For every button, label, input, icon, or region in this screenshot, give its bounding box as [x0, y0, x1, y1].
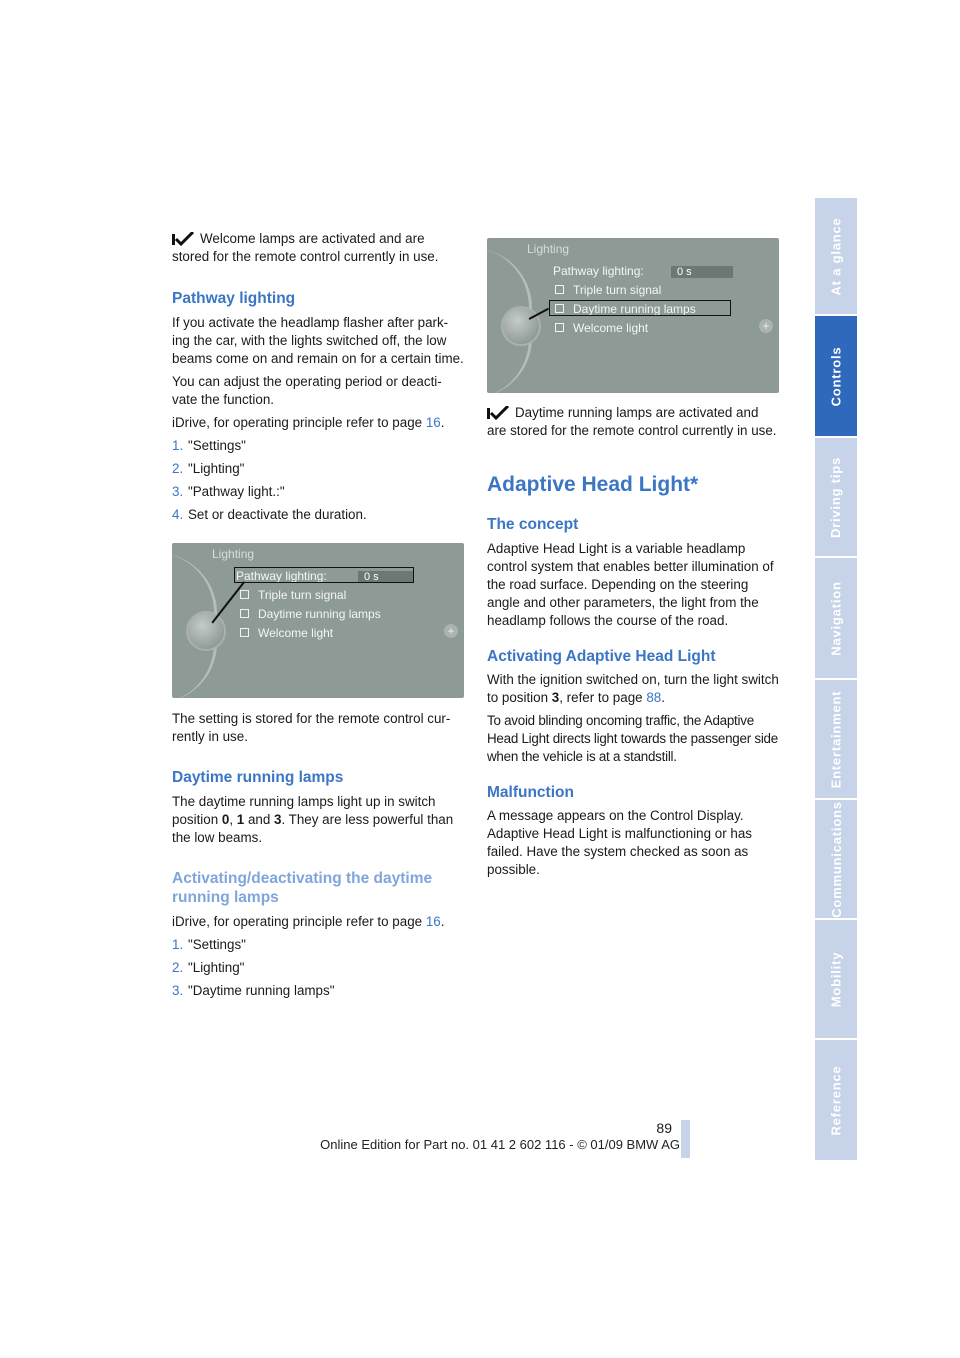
- list-item: 2. "Lighting": [172, 461, 245, 476]
- list-item: 2. "Lighting": [172, 960, 245, 975]
- blinding-text: To avoid blinding oncoming traffic, the Adaptive Head Light directs light towards the passenger side when the vehicle is at a standstill.: [487, 713, 778, 764]
- ahl-heading: Adaptive Head Light*: [487, 473, 699, 496]
- list-item: 1. "Settings": [172, 937, 246, 952]
- plus-icon: +: [759, 319, 773, 333]
- controller-knob-icon: [186, 611, 226, 651]
- screen-value: 0 s: [358, 571, 414, 583]
- highlight-box: [549, 300, 731, 316]
- activating-ahl-text: With the ignition switched on, turn the light switch to position 3, refer to page 88.: [487, 672, 779, 705]
- concept-heading: The concept: [487, 516, 579, 533]
- stored-text: The setting is stored for the remote control cur-rently in use.: [172, 711, 451, 744]
- right-column: [487, 404, 779, 879]
- screen-header: Lighting: [527, 242, 570, 256]
- malfunction-heading: Malfunction: [487, 784, 574, 801]
- screen-row: Triple turn signal: [240, 588, 346, 602]
- screen-row: Triple turn signal: [555, 283, 661, 297]
- activating-daytime-heading: Activating/deactivating the daytime running lamps: [172, 870, 433, 906]
- screen-row: Welcome light: [240, 626, 333, 640]
- highlight-box: [234, 567, 414, 583]
- pathway-description: If you activate the headlamp flasher after park-ing the car, with the lights switched off, the low beams come on and remain on for a certain time.: [172, 315, 464, 366]
- pathway-heading: Pathway lighting: [172, 290, 296, 307]
- edition-text: Online Edition for Part no. 01 41 2 602 116 - © 01/09 BMW AG: [320, 1137, 680, 1152]
- page-link-16[interactable]: 16: [425, 914, 441, 929]
- screen-row: Daytime running lamps: [555, 302, 696, 316]
- activating-idrive-ref: iDrive, for operating principle refer to page 16.: [172, 914, 445, 929]
- checkmark-icon: [487, 406, 509, 420]
- tab-mobility[interactable]: Mobility: [815, 920, 857, 1038]
- list-item: 1. "Settings": [172, 438, 246, 453]
- controller-knob-icon: [501, 306, 541, 346]
- pathway-adjust-text: You can adjust the operating period or deacti-vate the function.: [172, 374, 442, 407]
- malfunction-text: A message appears on the Control Display. Adaptive Head Light is malfunctioning or has failed. Have the system checked as soon as possible.: [487, 808, 752, 877]
- welcome-note: Welcome lamps are activated and are stored for the remote control currently in use.: [172, 231, 439, 264]
- activating-ahl-heading: Activating Adaptive Head Light: [487, 648, 716, 665]
- daytime-description: The daytime running lamps light up in switch position 0, 1 and 3. They are less powerful than the low beams.: [172, 794, 454, 845]
- tab-driving-tips[interactable]: Driving tips: [815, 438, 857, 556]
- screen-row: Welcome light: [555, 321, 648, 335]
- page-number: 89: [656, 1120, 672, 1136]
- tab-communications[interactable]: Communications: [815, 800, 857, 918]
- pathway-steps: [172, 437, 464, 524]
- page-marker: [681, 1120, 690, 1158]
- tab-at-a-glance[interactable]: At a glance: [815, 198, 857, 314]
- list-item: 3. "Pathway light.:": [172, 484, 285, 499]
- screen-row-pathway: Pathway lighting:: [553, 264, 644, 278]
- tab-reference[interactable]: Reference: [815, 1040, 857, 1160]
- lighting-screen-daytime: [487, 238, 779, 393]
- left-column-lower: [172, 710, 464, 1000]
- list-item: 3. "Daytime running lamps": [172, 983, 335, 998]
- tab-controls[interactable]: Controls: [815, 316, 857, 436]
- pathway-idrive-ref: iDrive, for operating principle refer to page 16.: [172, 415, 445, 430]
- page-link-16[interactable]: 16: [425, 415, 441, 430]
- tab-navigation[interactable]: Navigation: [815, 558, 857, 678]
- daytime-note: Daytime running lamps are activated and are stored for the remote control currently in use.: [487, 405, 777, 438]
- screen-row-pathway: Pathway lighting:: [236, 569, 327, 583]
- daytime-heading: Daytime running lamps: [172, 769, 344, 786]
- checkmark-icon: [172, 232, 194, 246]
- screen-header: Lighting: [212, 547, 255, 561]
- tab-entertainment[interactable]: Entertainment: [815, 680, 857, 798]
- left-column: [172, 230, 464, 524]
- page-link-88[interactable]: 88: [646, 690, 662, 705]
- plus-icon: +: [444, 624, 458, 638]
- lighting-screen-pathway: [172, 543, 464, 698]
- list-item: 4. Set or deactivate the duration.: [172, 507, 367, 522]
- activating-steps: [172, 936, 464, 1000]
- concept-text: Adaptive Head Light is a variable headlamp control system that enables better illumination of the road surface. Depending on the steering angle and other parameters, the light from the headlamp follows the course of the road.: [487, 541, 774, 628]
- screen-value: 0 s: [671, 266, 733, 278]
- screen-row: Daytime running lamps: [240, 607, 381, 621]
